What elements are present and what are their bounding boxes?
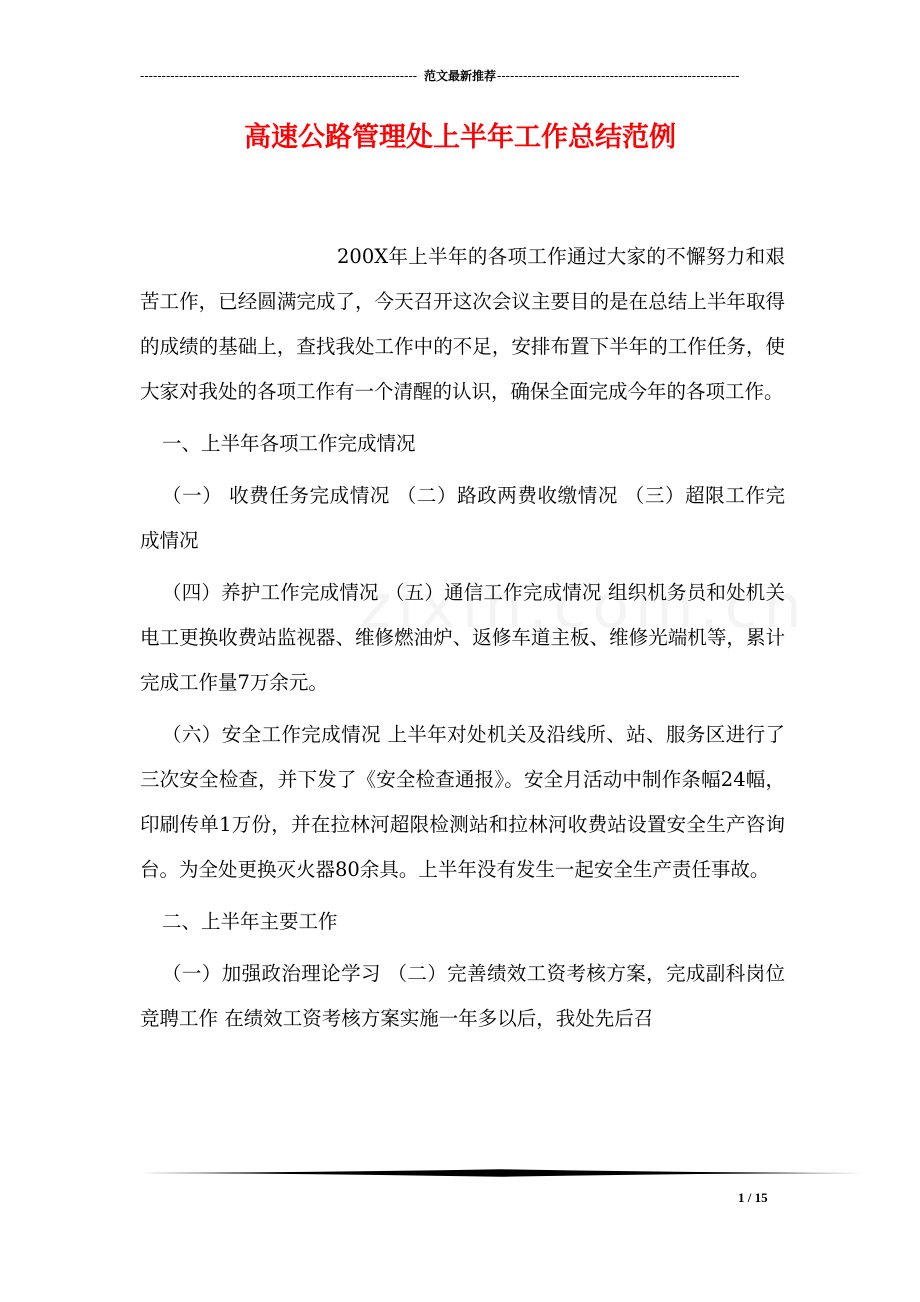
header-left-rule: ---------------------------------------------------------------- [140,69,418,83]
page-header [140,68,780,84]
footer-rule [140,1168,863,1178]
document-title: 高速公路管理处上半年工作总结范例 [244,122,676,153]
document-body [140,234,785,1048]
body-paragraph: （一） 收费任务完成情况 （二）路政两费收缴情况 （三）超限工作完成情况 [140,484,785,552]
body-paragraph: （四）养护工作完成情况 （五）通信工作完成情况 组织机务员和处机关电工更换收费站监视器、维修燃油炉、返修车道主板、维修光端机等，累计完成工作量7万余元。 [140,581,785,694]
header-right-rule: -------------------------------------------------------- [497,69,740,83]
header-label: 范文最新推荐 [424,69,497,83]
section-heading-1: 一、上半年各项工作完成情况 [162,432,416,455]
intro-paragraph: 200X年上半年的各项工作通过大家的不懈努力和艰苦工作，已经圆满完成了，今天召开这次会议主要目的是在总结上半年取得的成绩的基础上，查找我处工作中的不足，安排布置下半年的工作任务，使大家对我处的各项工作有一个清醒的认识，确保全面完成今年的各项工作。 [140,245,785,403]
page-number: 1 / 15 [738,1190,768,1205]
body-paragraph: （一）加强政治理论学习 （二）完善绩效工资考核方案，完成副科岗位竞聘工作 在绩效工资考核方案实施一年多以后，我处先后召 [140,962,785,1030]
section-heading-2: 二、上半年主要工作 [162,910,338,933]
body-paragraph: （六）安全工作完成情况 上半年对处机关及沿线所、站、服务区进行了三次安全检查，并下发了《安全检查通报》。安全月活动中制作条幅24幅，印刷传单1万份，并在拉林河超限检测站和拉林河收费站设置安全生产咨询台。为全处更换灭火器80余具。上半年没有发生一起安全生产责任事故。 [140,723,785,881]
